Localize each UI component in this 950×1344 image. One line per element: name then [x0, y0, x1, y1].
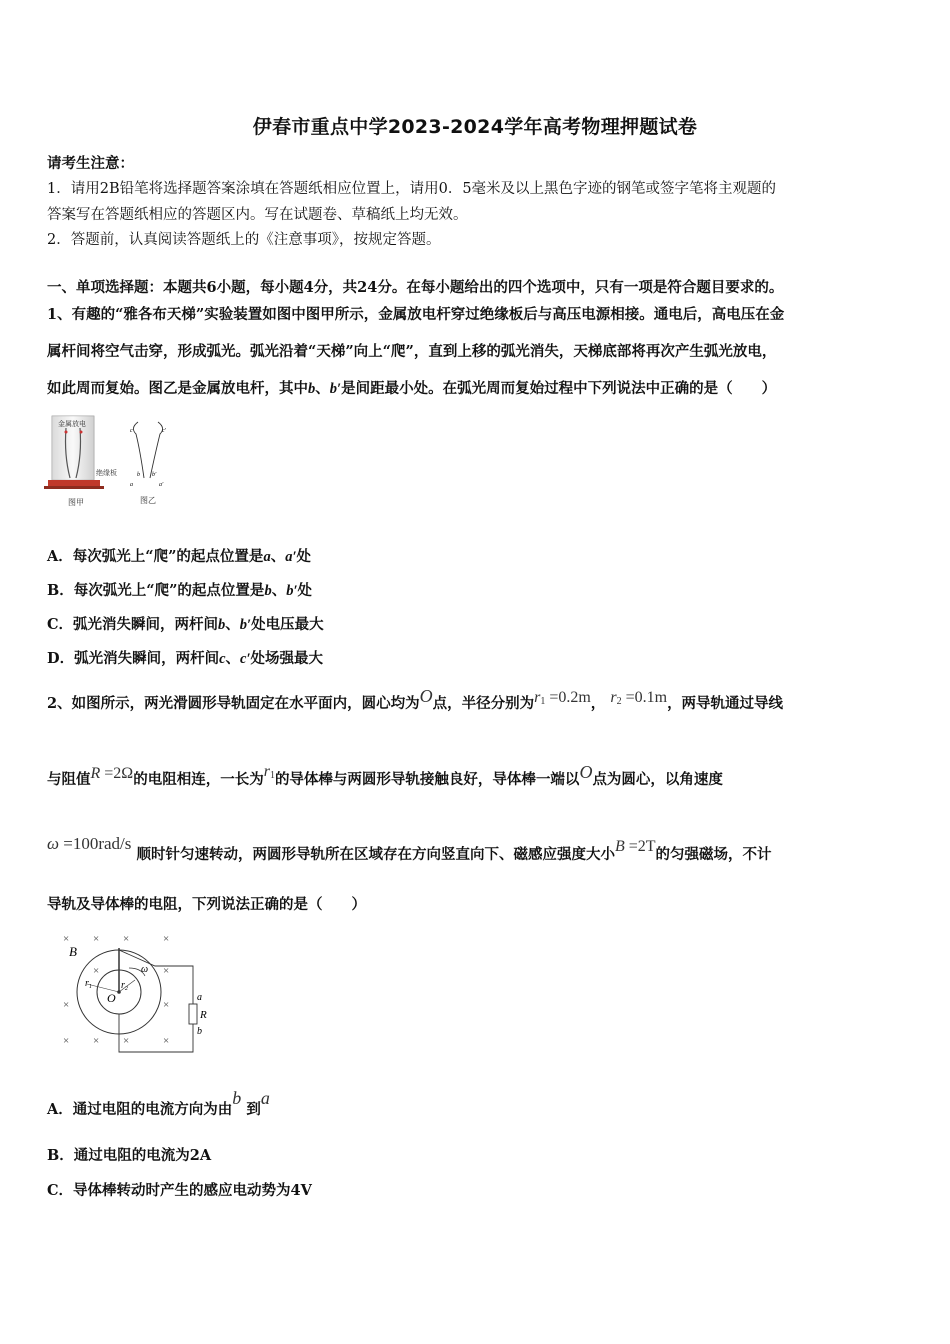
q2-option-c[interactable]: C．导体棒转动时产生的感应电动势为4V [47, 1182, 312, 1199]
q1-line-3-sep: 、 [315, 380, 330, 397]
q2-r2-sub: 2 [616, 696, 622, 707]
opt-a-post: 处 [296, 548, 312, 565]
q2-l1-d: ，两导轨通过导线 [667, 695, 784, 712]
label-r1 [85, 978, 92, 990]
cross: × [163, 965, 170, 977]
opt-b-v1: b [264, 583, 272, 599]
q2-opt-a-text: A．通过电阻的电流方向为由 [47, 1101, 233, 1118]
opt-c-sep: 、 [225, 616, 240, 633]
opt-b-text: B．每次弧光上“爬”的起点位置是 [47, 582, 265, 599]
cross: × [93, 1035, 100, 1047]
q2-line-2 [47, 762, 723, 789]
cross: × [63, 1035, 70, 1047]
wire-top [119, 950, 193, 1004]
label-r2-main: r [121, 980, 125, 991]
q2-l2-O: O [579, 762, 593, 782]
q2-r2: r [610, 689, 617, 706]
q2-omega-val: =100rad/s [63, 834, 132, 853]
label-R: R [200, 1009, 207, 1021]
section-heading: 一、单项选择题：本题共6小题，每小题4分，共24分。在每小题给出的四个选项中，只有一项是符合题目要求的。 [47, 279, 784, 296]
q2-l1-a: 2、如图所示，两光滑圆形导轨固定在水平面内，圆心均为 [47, 695, 420, 712]
q1-option-a[interactable] [47, 545, 311, 566]
q2-r1-sub: 1 [540, 696, 546, 707]
q2-line-4: 导轨及导体棒的电阻，下列说法正确的是（ ） [47, 896, 366, 913]
label-B: B [69, 944, 77, 959]
q1-line-1: 1、有趣的“雅各布天梯”实验装置如图中图甲所示，金属放电杆穿过绝缘板后与高压电源相接。通电后，高电压在金 [47, 306, 785, 323]
caption-yi: 图乙 [140, 496, 156, 505]
cross: × [163, 1035, 170, 1047]
q2-B: B [614, 838, 625, 855]
cross: × [93, 965, 100, 977]
q2-opt-a-b: b [232, 1088, 242, 1108]
q2-line-1 [47, 686, 784, 713]
q2-R: R [90, 765, 101, 782]
q2-omega: ω [47, 834, 60, 853]
q2-opt-a-a: a [260, 1088, 270, 1108]
q2-option-b[interactable]: B．通过电阻的电流为2A [47, 1147, 212, 1164]
opt-d-v2: c′ [240, 651, 251, 667]
opt-c-text: C．弧光消失瞬间，两杆间 [47, 616, 219, 633]
label-r2-sub: 2 [124, 986, 128, 992]
q2-r2-val: =0.1m [625, 689, 668, 706]
q2-l2-r1-sub: 1 [269, 770, 275, 781]
q2-l3-a: 顺时针匀速转动，两圆形导轨所在区域存在方向竖直向下、磁感应强度大小 [136, 846, 615, 863]
point-c-prime: c′ [162, 428, 166, 434]
point-b-prime: b′ [152, 472, 157, 478]
q1-line-3-text-c: 是间距最小处。在弧光周而复始过程中下列说法中正确的是（ ） [341, 380, 777, 397]
label-b: b [197, 1026, 202, 1037]
q2-l1-c: ， [590, 695, 606, 712]
q2-figure [55, 928, 215, 1058]
resistor [189, 1004, 197, 1024]
opt-d-v1: c [219, 651, 226, 667]
q1-var-b: b [308, 381, 316, 397]
cross: × [63, 999, 70, 1011]
caption-jia: 图甲 [68, 498, 84, 507]
cross: × [163, 999, 170, 1011]
opt-a-sep: 、 [270, 548, 286, 565]
label-a: a [197, 992, 202, 1003]
q1-option-d[interactable] [47, 647, 323, 668]
label-r1-main: r [85, 978, 89, 989]
point-b: b [137, 472, 140, 478]
q1-option-b[interactable] [47, 579, 312, 600]
opt-b-v2: b′ [286, 583, 298, 599]
opt-d-text: D．弧光消失瞬间，两杆间 [47, 650, 220, 667]
opt-c-v2: b′ [239, 617, 252, 633]
q1-var-b-prime: b′ [329, 381, 342, 397]
cross: × [163, 933, 170, 945]
point-a: a [130, 482, 133, 488]
q2-line-3 [47, 834, 772, 864]
opt-a-v1: a [263, 549, 271, 565]
q2-option-a[interactable] [47, 1088, 270, 1119]
rod-b-left [133, 422, 144, 478]
label-r1-sub: 1 [88, 984, 92, 990]
cross: × [123, 1035, 130, 1047]
opt-b-sep: 、 [271, 582, 287, 599]
insulator-board [48, 480, 100, 486]
label-rod: 金属放电 [58, 420, 86, 428]
q1-figure [40, 410, 190, 510]
point-a-prime: a′ [159, 482, 164, 488]
cross: × [93, 933, 100, 945]
cross: × [63, 933, 70, 945]
notice-item-1b: 答案写在答题纸相应的答题区内。写在试题卷、草稿纸上均无效。 [47, 207, 468, 223]
q2-l2-a: 与阻值 [47, 771, 91, 788]
label-O: O [107, 991, 116, 1005]
opt-c-post: 处电压最大 [251, 616, 324, 633]
notice-item-2: 2．答题前，认真阅读答题纸上的《注意事项》，按规定答题。 [47, 232, 441, 248]
q2-l2-r1: r [263, 763, 270, 780]
cross: × [123, 933, 130, 945]
q1-line-3-text-a: 如此周而复始。图乙是金属放电杆，其中 [47, 380, 308, 397]
q2-B-val: =2T [628, 838, 656, 855]
q2-O: O [419, 686, 433, 706]
notice-heading: 请考生注意： [47, 155, 134, 172]
q2-opt-a-to: 到 [246, 1101, 261, 1118]
point-c: c [130, 428, 133, 434]
label-omega: ω [141, 964, 149, 975]
q2-R-val: =2Ω [104, 765, 134, 782]
rod-b-right [150, 422, 163, 478]
q2-l2-c: 的导体棒与两圆形导轨接触良好，导体棒一端以 [274, 771, 580, 788]
q1-line-3 [47, 377, 776, 398]
notice-item-1a: 1．请用2B铅笔将选择题答案涂填在答题纸相应位置上，请用0．5毫米及以上黑色字迹的钢笔或签字笔将主观题的 [47, 181, 777, 197]
q2-r1: r [534, 689, 541, 706]
q2-l2-d: 点为圆心，以角速度 [592, 771, 723, 788]
opt-a-text: A．每次弧光上“爬”的起点位置是 [47, 548, 264, 565]
q2-r1-val: =0.2m [549, 689, 591, 706]
opt-b-post: 处 [297, 582, 313, 599]
q2-l1-b: 点，半径分别为 [432, 695, 535, 712]
opt-c-v1: b [218, 617, 226, 633]
label-r2 [121, 980, 128, 992]
page-title: 伊春市重点中学2023-2024学年高考物理押题试卷 [252, 116, 698, 138]
q1-line-2: 属杆间将空气击穿，形成弧光。弧光沿着“天梯”向上“爬”，直到上移的弧光消失，天梯底部将再次产生弧光放电， [47, 343, 777, 360]
q2-l3-b: 的匀强磁场，不计 [655, 846, 772, 863]
opt-a-v2: a′ [285, 549, 297, 565]
label-insulator: 绝缘板 [96, 469, 117, 477]
q2-l2-b: 的电阻相连，一长为 [133, 771, 264, 788]
opt-d-sep: 、 [225, 650, 241, 667]
opt-d-post: 处场强最大 [250, 650, 324, 667]
q1-option-c[interactable] [47, 613, 324, 634]
